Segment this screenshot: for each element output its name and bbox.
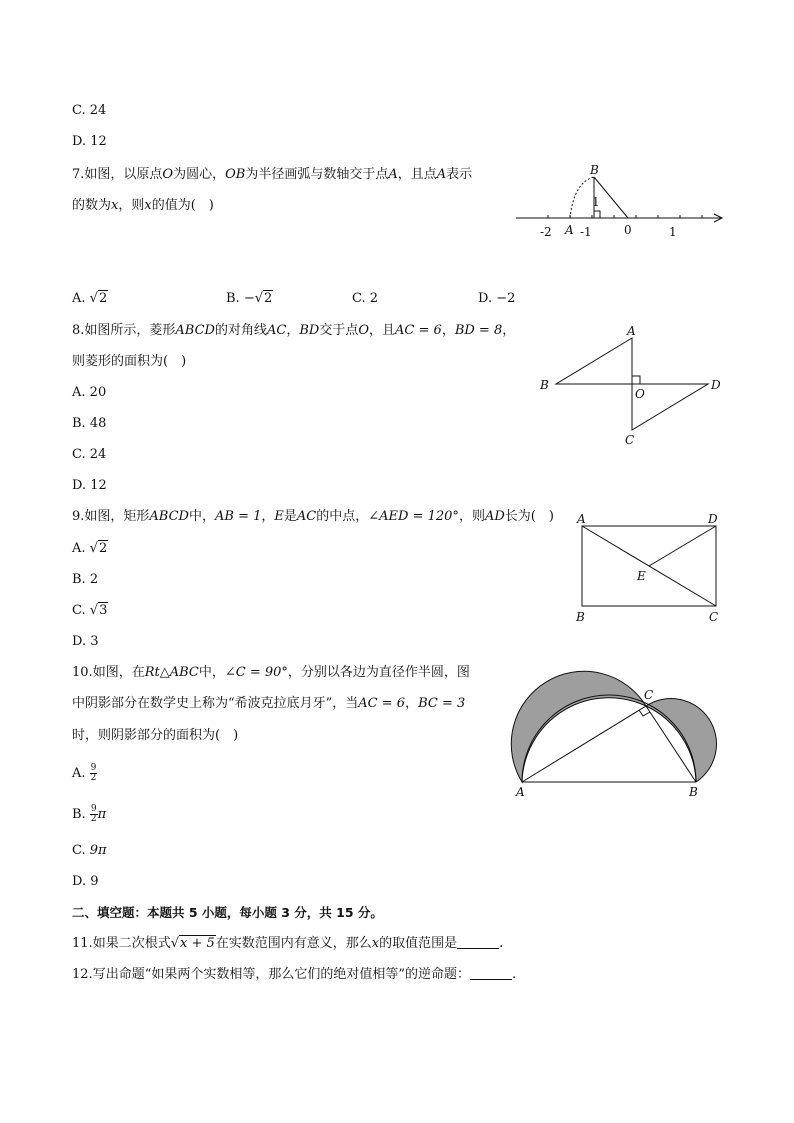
q10-option-a: A. $\frac{9}{2}$ — [72, 763, 97, 783]
section2-heading: 二、填空题：本题共 5 小题，每小题 3 分，共 15 分。 — [72, 905, 383, 920]
q8-rhombus-figure — [536, 322, 726, 447]
q9-option-d: D. 3 — [72, 634, 99, 649]
tick-label-neg1: -1 — [580, 225, 592, 239]
right-angle-mark — [639, 710, 650, 716]
q10-lune-figure — [506, 664, 726, 804]
label-e: E — [637, 569, 646, 583]
q8-option-d: D. 12 — [72, 478, 107, 493]
label-c: C — [644, 688, 654, 702]
label-one: 1 — [592, 195, 600, 209]
label-b: B — [576, 610, 585, 624]
lune-right — [646, 699, 716, 782]
q10-stem-line1: 10.如图，在Rt△ABC中，∠C = 90°，分别以各边为直径作半圆，图 — [72, 665, 470, 680]
right-angle-mark — [632, 376, 640, 384]
label-a: A — [577, 512, 586, 526]
q8-option-c: C. 24 — [72, 447, 107, 462]
segment-ed — [649, 526, 716, 566]
q11-stem: 11.如果二次根式√x + 5在实数范围内有意义，那么x的取值范围是 . — [72, 936, 504, 951]
label-b: B — [590, 163, 599, 177]
label-a: A — [627, 324, 636, 338]
q12-stem: 12.写出命题“如果两个实数相等，那么它们的绝对值相等”的逆命题： . — [72, 967, 517, 982]
label-c: C — [625, 433, 635, 447]
q7-stem-line1: 7.如图，以原点O为圆心，OB为半径画弧与数轴交于点A，且点A表示 — [72, 167, 473, 182]
q8-option-a: A. 20 — [72, 385, 107, 400]
q7-option-b: B. −√2 — [226, 291, 273, 306]
q10-option-b: B. $\frac{9}{2}$ π — [72, 804, 107, 824]
tick-label-neg2: -2 — [540, 225, 552, 239]
label-c: C — [709, 610, 719, 624]
q11-answer-blank — [457, 936, 499, 949]
q8-stem-line1: 8.如图所示，菱形ABCD的对角线AC，BD交于点O，且AC = 6，BD = 8， — [72, 323, 516, 338]
label-d: D — [708, 512, 718, 526]
q9-option-c: C. √3 — [72, 603, 108, 618]
q10-option-c: C. 9π — [72, 843, 107, 858]
label-o: O — [635, 387, 645, 401]
lune-left — [511, 671, 646, 782]
q8-option-b: B. 48 — [72, 416, 107, 431]
label-d: D — [711, 378, 721, 392]
q9-stem: 9.如图，矩形ABCD中，AB = 1，E是AC的中点，∠AED = 120°，则AD长为( ) — [72, 509, 554, 524]
q7-option-c: C. 2 — [352, 291, 379, 306]
q12-answer-blank — [470, 967, 512, 980]
q9-option-a: A. √2 — [72, 541, 108, 556]
q8-stem-line2: 则菱形的面积为( ) — [72, 354, 187, 369]
dashed-arc — [570, 177, 594, 218]
q7-number-line-figure — [510, 160, 730, 240]
prev-option-d: D. 12 — [72, 134, 107, 149]
q7-option-d: D. −2 — [478, 291, 516, 306]
q10-stem-line2: 中阴影部分在数学史上称为“希波克拉底月牙”，当AC = 6，BC = 3 — [72, 696, 466, 711]
prev-option-c: C. 24 — [72, 103, 107, 118]
q9-rectangle-figure — [572, 508, 732, 628]
q10-stem-line3: 时，则阴影部分的面积为( ) — [72, 728, 239, 743]
tick-label-1: 1 — [669, 225, 677, 239]
label-b: B — [689, 785, 698, 799]
label-a: A — [516, 785, 525, 799]
label-a: A — [565, 223, 574, 237]
q7-stem-line2: 的数为x，则x的值为( ) — [72, 198, 214, 213]
q10-option-d: D. 9 — [72, 874, 99, 889]
q9-option-b: B. 2 — [72, 572, 99, 587]
label-b: B — [540, 378, 549, 392]
right-angle-mark — [594, 211, 600, 218]
tick-label-0: 0 — [624, 223, 632, 237]
q7-option-a: A. √2 — [72, 291, 108, 306]
